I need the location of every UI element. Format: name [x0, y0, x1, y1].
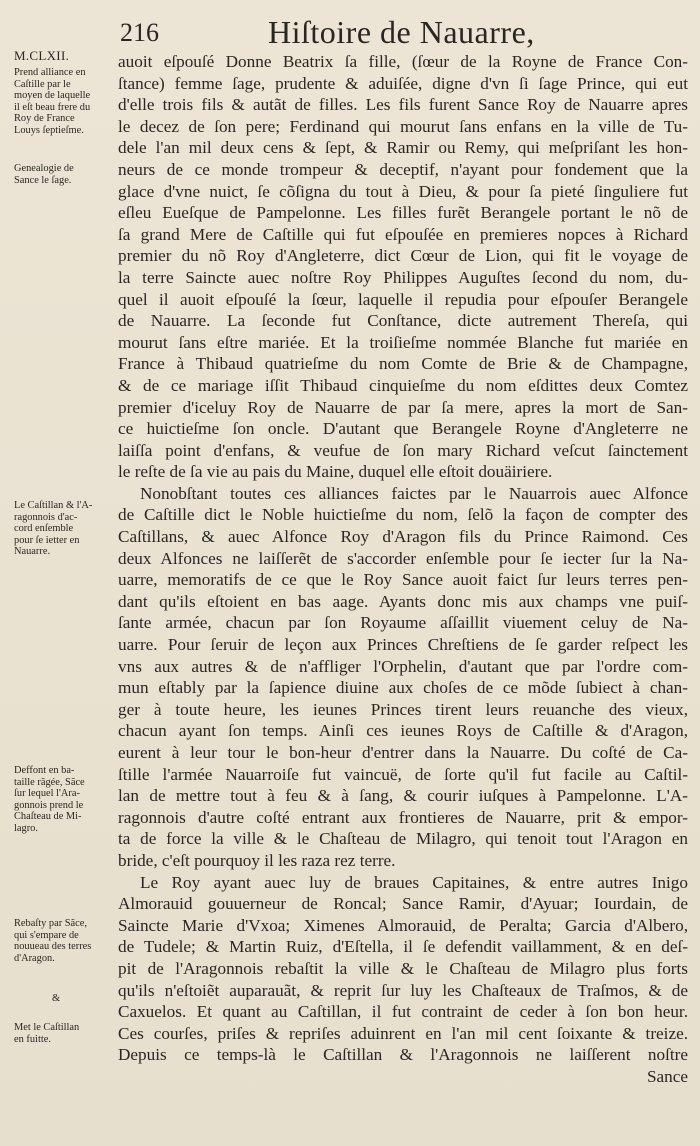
text-line: mourut ſans eſtre mariée. Et la troiſieſme nommée Blanche fut mariée en	[118, 332, 688, 352]
text-line: dele l'an mil deux cens & ſept, & Ramir ou Remy, qui meſpriſant les hon-	[118, 138, 688, 158]
text-line: le reſte de ſa vie au pais du Maine, duquel elle eſtoit douäiriere.	[118, 462, 553, 482]
text-line: neurs de ce monde trompeur & deceptif, n'ayant pour fondement que la	[118, 159, 688, 179]
text-line: lan de mettre tout à feu & à ſang, & courir iuſques à Pampelonne. L'A-	[118, 786, 688, 806]
marginal-note-rebuilt: Rebaſty par Sãce, qui s'empare de nouueau des terres d'Aragon.	[14, 918, 92, 964]
text-line: eurent à leur tour le bon-heur d'entrer dans la Nauarre. Du coſté de Ca-	[118, 743, 688, 762]
text-line: Le Roy ayant auec luy de braues Capitaines, & entre autres Inigo	[140, 872, 688, 892]
marginal-note-battle: Deffont en ba- taille rãgée, Sãce ſur lequel l'Ara- gonnois prend le Chaſteau de Mi- lagro.	[14, 765, 85, 834]
marginal-year: M.CLXII.	[14, 48, 70, 63]
page-number: 216	[120, 18, 159, 47]
text-line: Ces courſes, priſes & repriſes aduinrent en l'an mil cent ſoixante & treize.	[118, 1023, 688, 1043]
text-line: eſleu Eueſque de Pampelonne. Les filles furẽt Berangele portant le nõ de	[118, 203, 688, 223]
running-title: Hiſtoire de Nauarre,	[268, 14, 535, 50]
text-line: ce huictieſme ſon oncle. D'autant que Berangele Royne d'Angleterre ne	[118, 419, 688, 439]
text-line: uarre. Pour ſeruir de leçon aux Princes Chreſtiens de ſe garder reſpect les	[118, 635, 688, 655]
marginal-note-ampersand: &	[52, 993, 61, 1004]
marginal-notes	[14, 50, 118, 1140]
text-line: Nonobſtant toutes ces alliances faictes par le Nauarrois auec Alfonce	[140, 483, 688, 503]
text-line: Caſtillans, & auec Alfonce Roy d'Aragon fils du Prince Raimond. Ces	[118, 527, 688, 547]
text-line: ragonnois d'autre coſté entrant aux frontieres de Nauarre, prit & empor-	[118, 807, 688, 827]
text-line: pit de l'Aragonnois rebaſtit la ville & le Chaſteau de Milagro plus forts	[118, 958, 688, 978]
text-line: de Caſtille dict le Noble huictieſme du nom, ſelõ la façon de compter des	[118, 505, 688, 525]
text-line: Caxuelos. Et quant au Caſtillan, il fut contraint de ceder à ſon bon heur.	[118, 1002, 688, 1022]
text-line: Almorauid gouuerneur de Roncal; Sance Ramir, d'Ayuar; Iourdain, de	[118, 894, 688, 914]
text-line: ſa grand Mere de Caſtille qui fut eſpouſée en premieres nopces à Richard	[118, 224, 688, 244]
text-line: laiſſa point d'enfans, & veufue de ſon mary Richard veſcut ſainctement	[118, 440, 688, 460]
marginal-note-genealogy: Genealogie de Sance le ſage.	[14, 163, 74, 186]
text-line: ta de force la ville & le Chaſteau de Milagro, qui tenoit tout l'Aragon en	[118, 829, 688, 849]
text-line: & de ce mariage iſſit Thibaud cinquieſme du nom eſdittes deux Comtez	[118, 375, 688, 395]
text-line: Saincte Marie d'Vxoa; Ximenes Almorauid, de Peralta; Garcia d'Albero,	[118, 915, 688, 935]
text-line: mun eſtably par la ſapience diuine aux choſes de ce mõde ſubiect à chan-	[118, 678, 688, 698]
text-line: vns aux autres & de n'affliger l'Orphelin, d'autant que par l'ordre com-	[118, 656, 688, 676]
text-line: glace d'vne nuict, ſe cõſigna du tout à Dieu, & pour ſa pieté ſinguliere fut	[118, 181, 688, 201]
text-line: ſante armée, chacun par ſon Royaume aſſaillit viuement celuy de Na-	[118, 613, 688, 633]
body-text	[118, 51, 688, 1088]
text-line: la terre Saincte auec noſtre Roy Philippes Auguſtes ſecond du nom, du-	[118, 267, 688, 287]
text-line: France à Thibaud quatrieſme du nom Comte de Brie & de Champagne,	[118, 354, 688, 374]
marginal-note-alliance: Prend alliance en Caſtille par le moyen de laquelle il eſt beau frere du Roy de France Louys ſeptieſme.	[14, 67, 91, 136]
text-line: quel il auoit eſpouſé la ſœur, laquelle il repudia pour eſpouſer Berangele	[118, 289, 688, 309]
text-line: le decez de ſon pere; Ferdinand qui mourut ſans enfans en la ville de Tu-	[118, 116, 688, 136]
text-line: d'elle trois fils & autãt de filles. Les fils furent Sance Roy de Nauarre apres	[118, 95, 688, 115]
text-line: uarre, memoratifs de ce que le Roy Sance auoit faict ſur leurs terres pen-	[118, 570, 688, 590]
marginal-note-alliance-castile-aragon: Le Caſtillan & l'A- ragonnois d'ac- cord enſemble pour ſe ietter en Nauarre.	[14, 500, 93, 557]
text-line: dant qu'ils eſtoient en bas aage. Ayants donc mis aux champs vne puiſ-	[118, 591, 688, 611]
text-line: bride, c'eſt pourquoy il les raza rez terre.	[118, 850, 396, 870]
text-line: de Nauarre. La ſeconde fut Conſtance, dicte autrement Thereſa, qui	[118, 311, 688, 331]
catchword: Sance	[646, 1066, 688, 1086]
text-line: premier d'iceluy Roy de Nauarre de par ſa mere, apres la mort de San-	[118, 397, 688, 417]
marginal-note-rout: Met le Caſtillan en fuitte.	[14, 1022, 80, 1045]
text-line: Depuis ce temps-là le Caſtillan & l'Aragonnois ne laiſſerent noſtre	[118, 1045, 688, 1065]
text-line: deux Alfonces ne laiſſerẽt de s'accorder enſemble pour ſe iecter ſur la Na-	[118, 548, 688, 568]
page-header	[0, 14, 700, 54]
text-line: ſtance) femme ſage, prudente & aduiſée, digne d'vn ſi ſage Prince, qui eut	[118, 73, 688, 93]
text-line: auoit eſpouſé Donne Beatrix ſa fille, (ſœur de la Royne de France Con-	[118, 52, 688, 71]
text-line: ger à toute heure, les ieunes Princes tirent leurs reuanche des vieux,	[118, 699, 688, 719]
text-line: ſtille l'armée Nauarroiſe fut vaincuë, de ſorte qu'il fut facile au Caſtil-	[118, 764, 688, 784]
text-line: de Tudele; & Martin Ruiz, d'Eſtella, il ſe defendit vaillamment, & en deſ-	[118, 937, 688, 957]
text-line: premier du nõ Roy d'Angleterre, dict Cœur de Lion, qui fit le voyage de	[118, 246, 688, 266]
text-line: qu'ils n'eſtoiẽt auparauãt, & reprit ſur luy les Chaſteaux de Traſmos, & de	[118, 980, 688, 1000]
text-line: chacun ayant ſon temps. Ainſi ces ieunes Roys de Caſtille & d'Aragon,	[118, 721, 688, 741]
